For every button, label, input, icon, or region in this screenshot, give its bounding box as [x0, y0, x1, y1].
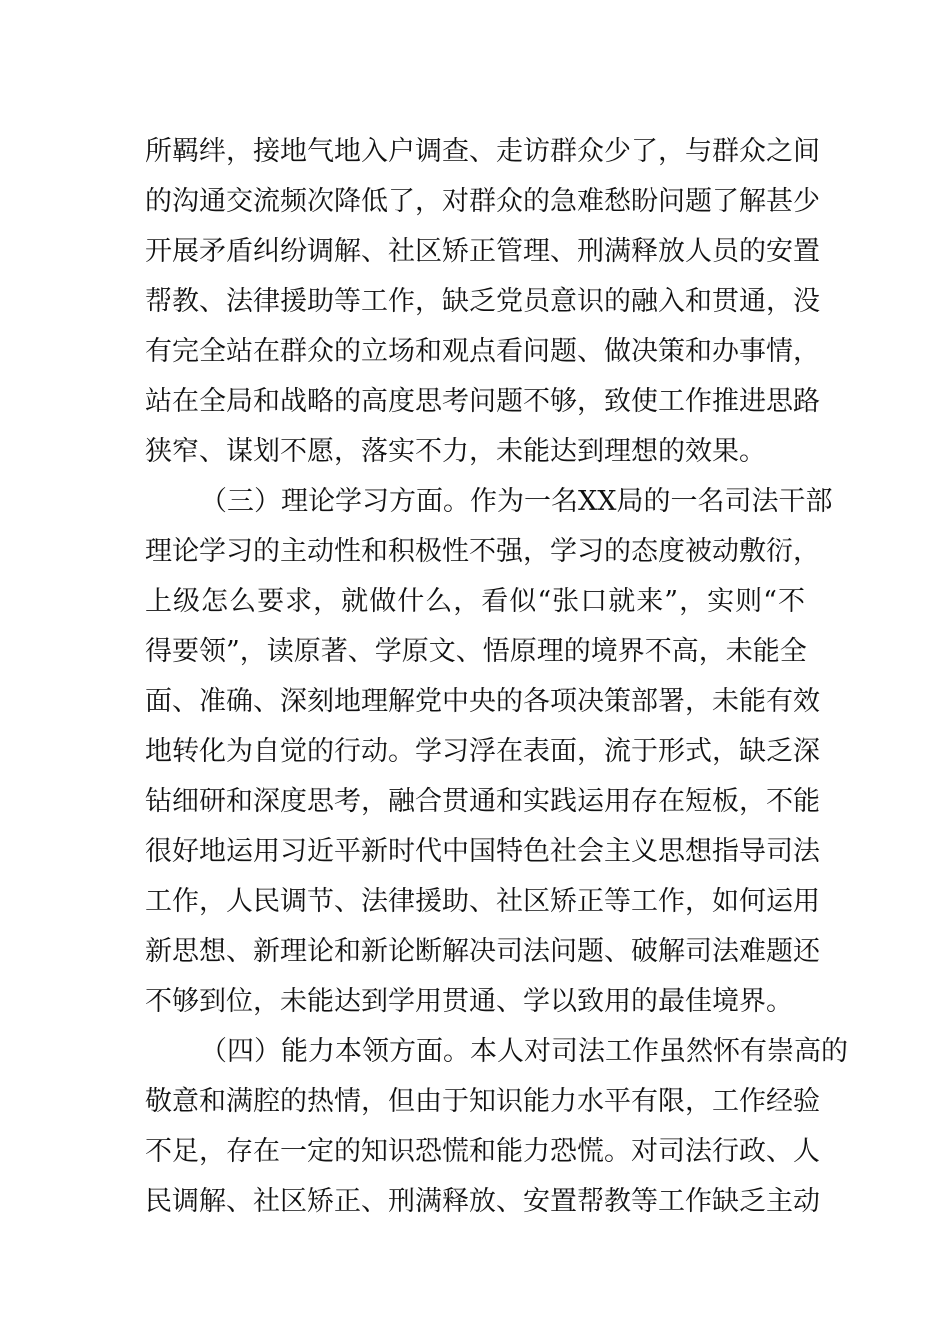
- text-line: 的沟通交流频次降低了，对群众的急难愁盼问题了解甚少: [145, 186, 820, 217]
- text-line: 得要领”，读原著、学原文、悟原理的境界不高，未能全: [145, 636, 807, 667]
- text-line: 很好地运用习近平新时代中国特色社会主义思想指导司法: [145, 836, 820, 867]
- text-line: 民调解、社区矫正、刑满释放、安置帮教等工作缺乏主动: [145, 1186, 820, 1217]
- text-line: 所羁绊，接地气地入户调查、走访群众少了，与群众之间: [145, 136, 820, 167]
- text-line: 敬意和满腔的热情，但由于知识能力水平有限，工作经验: [145, 1086, 820, 1117]
- text-line: 不够到位，未能达到学用贯通、学以致用的最佳境界。: [145, 986, 793, 1017]
- paragraph-heading-line: （三）理论学习方面。作为一名XX局的一名司法干部: [200, 486, 833, 517]
- paragraph-heading-line: （四）能力本领方面。本人对司法工作虽然怀有崇高的: [200, 1036, 848, 1067]
- text-line: 新思想、新理论和新论断解决司法问题、破解司法难题还: [145, 936, 820, 967]
- text-line: 工作，人民调节、法律援助、社区矫正等工作，如何运用: [145, 886, 820, 917]
- text-line: 钻细研和深度思考，融合贯通和实践运用存在短板，不能: [145, 786, 820, 817]
- text-line: 理论学习的主动性和积极性不强，学习的态度被动敷衍，: [145, 536, 820, 567]
- text-line: 帮教、法律援助等工作，缺乏党员意识的融入和贯通，没: [145, 286, 820, 317]
- text-line: 不足，存在一定的知识恐慌和能力恐慌。对司法行政、人: [145, 1136, 820, 1167]
- text-line: 开展矛盾纠纷调解、社区矫正管理、刑满释放人员的安置: [145, 236, 820, 267]
- text-line: 狭窄、谋划不愿，落实不力，未能达到理想的效果。: [145, 436, 766, 467]
- text-line: 上级怎么要求，就做什么，看似“张口就来”，实则“不: [145, 586, 805, 617]
- text-line: 地转化为自觉的行动。学习浮在表面，流于形式，缺乏深: [145, 736, 820, 767]
- text-line: 有完全站在群众的立场和观点看问题、做决策和办事情，: [145, 336, 820, 367]
- text-line: 站在全局和战略的高度思考问题不够，致使工作推进思路: [145, 386, 820, 417]
- text-line: 面、准确、深刻地理解党中央的各项决策部署，未能有效: [145, 686, 820, 717]
